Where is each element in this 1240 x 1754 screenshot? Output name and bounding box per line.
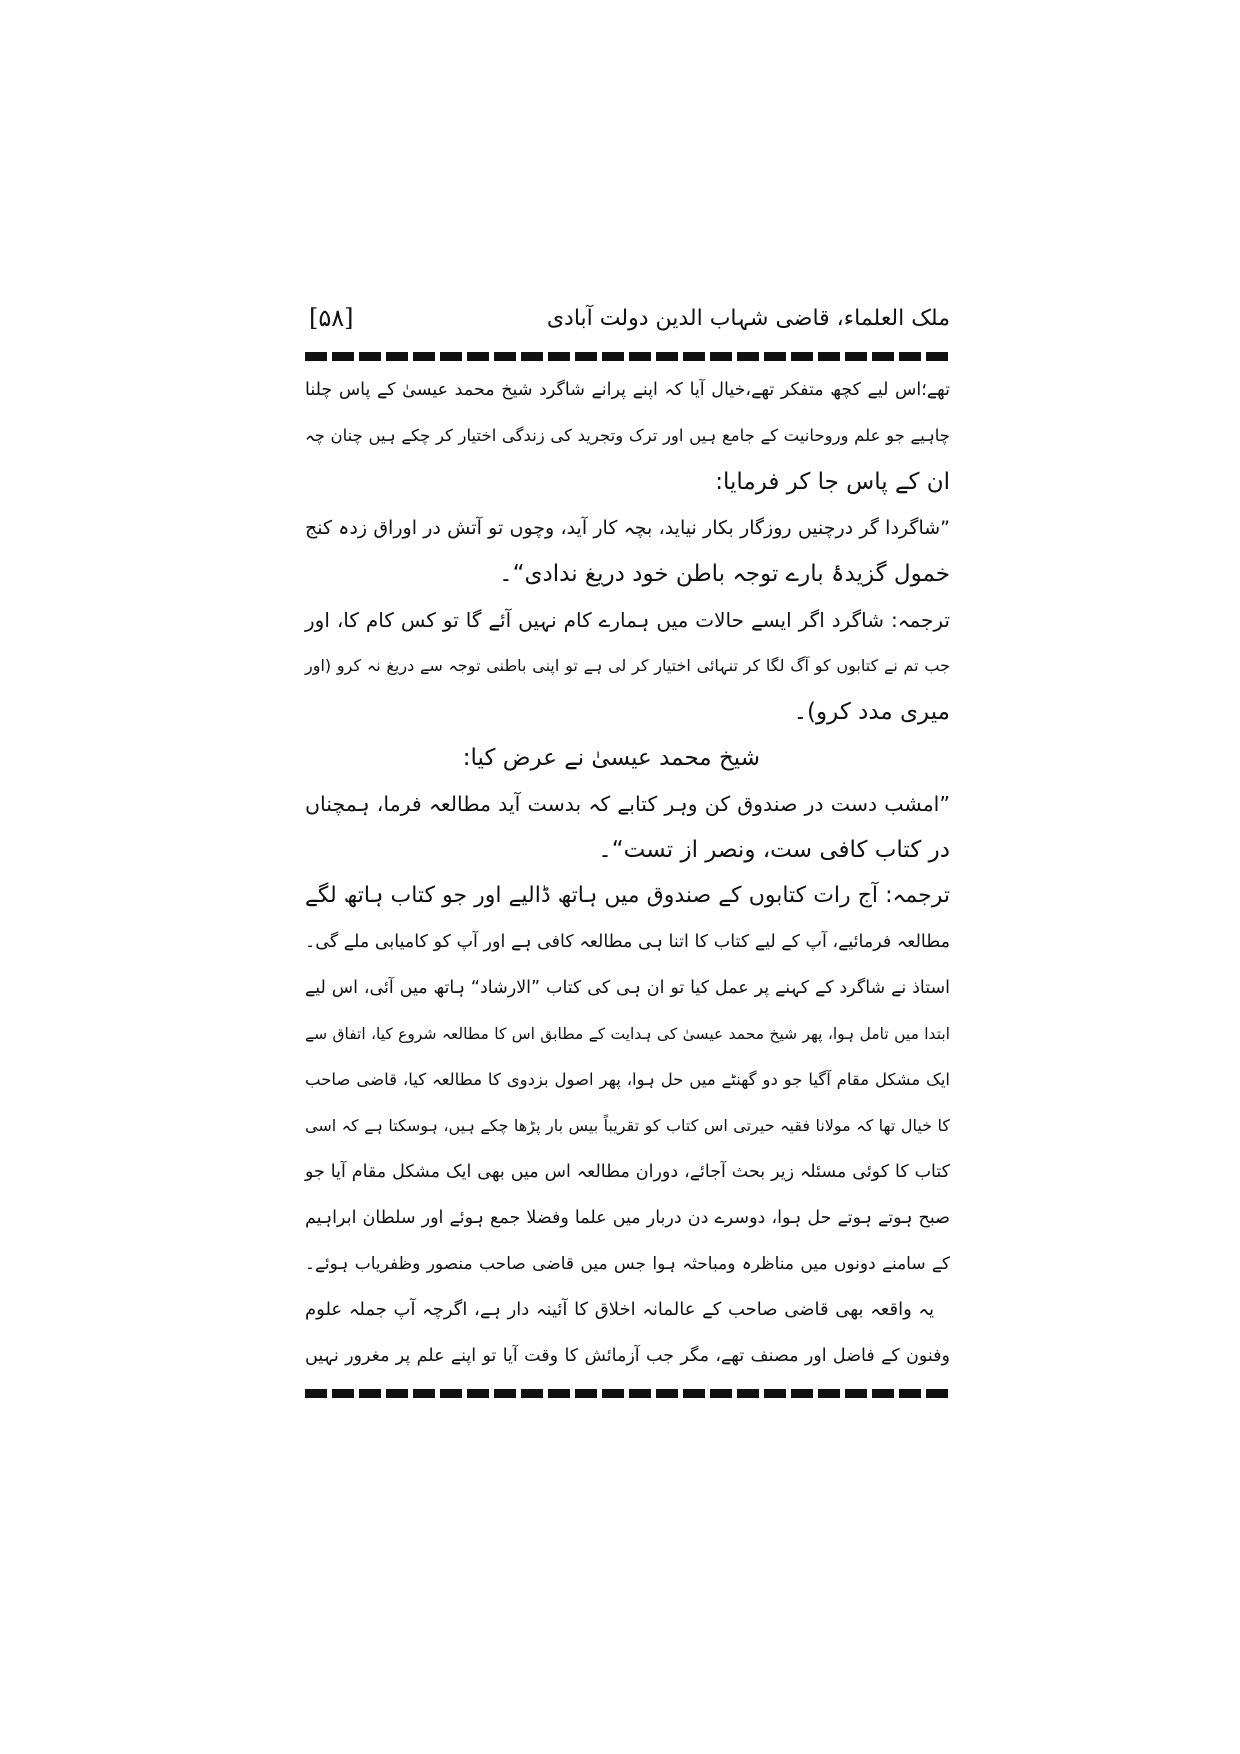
- text-line: در کتاب کافی ست، ونصر از تست“۔: [598, 837, 950, 863]
- text-line: کے سامنے دونوں میں مناظرہ ومباحثہ ہوا جس میں قاضی صاحب منصور وظفریاب ہوئے۔: [305, 1254, 950, 1274]
- text-line: ترجمہ: آج رات کتابوں کے صندوق میں ہاتھ ڈالیے اور جو کتاب ہاتھ لگے: [305, 883, 950, 908]
- text-line: تھے؛اس لیے کچھ متفکر تھے،خیال آیا کہ اپنے پرانے شاگرد شیخ محمد عیسیٰ کے پاس چلنا: [305, 380, 950, 400]
- text-line: ”امشب دست در صندوق کن وہر کتابے کہ بدست آید مطالعہ فرما، ہمچناں: [305, 792, 950, 816]
- text-line: خمول گزیدۂ بارے توجہ باطن خود دریغ ندادی“۔: [499, 561, 950, 587]
- text-line: صبح ہوتے ہوتے حل ہوا، دوسرے دن دربار میں علما وفضلا جمع ہوئے اور سلطان ابراہیم: [305, 1208, 950, 1228]
- page-number: [۵۸]: [309, 304, 354, 332]
- body-text: [305, 367, 950, 1379]
- text-line: ترجمہ: شاگرد اگر ایسے حالات میں ہمارے کام نہیں آئے گا تو کس کام کا، اور: [305, 608, 950, 632]
- text-line: کا خیال تھا کہ مولانا فقیہ حیرتی اس کتاب کو تقریباً بیس بار پڑھا چکے ہیں، ہوسکتا ہے کہ اسی: [305, 1116, 950, 1135]
- header-title: ملک العلماء، قاضی شہاب الدین دولت آبادی: [546, 306, 950, 331]
- text-line: وفنون کے فاضل اور مصنف تھے، مگر جب آزمائش کا وقت آیا تو اپنے علم پر مغرور نہیں: [305, 1346, 950, 1366]
- text-line: ان کے پاس جا کر فرمایا:: [715, 469, 950, 495]
- running-header: [305, 300, 950, 344]
- text-line: ابتدا میں تامل ہوا، پھر شیخ محمد عیسیٰ کی ہدایت کے مطابق اس کا مطالعہ شروع کیا، اتفاق سے: [305, 1025, 950, 1043]
- text-line: کتاب کا کوئی مسئلہ زیر بحث آجائے، دوران مطالعہ اس میں بھی ایک مشکل مقام آیا جو: [305, 1162, 950, 1182]
- book-page: [305, 300, 950, 1404]
- text-line: ”شاگردا گر درچنیں روزگار بکار نیاید، بچہ کار آید، وچوں تو آتش در اوراق زدہ کنج: [305, 517, 950, 539]
- text-line: یہ واقعہ بھی قاضی صاحب کے عالمانہ اخلاق کا آئینہ دار ہے، اگرچہ آپ جملہ علوم: [305, 1299, 934, 1320]
- text-line: جب تم نے کتابوں کو آگ لگا کر تنہائی اختیار کر لی ہے تو اپنی باطنی توجہ سے دریغ نہ کرو (اور: [305, 656, 950, 675]
- text-line: چاہیے جو علم وروحانیت کے جامع ہیں اور ترک وتجرید کی زندگی اختیار کر چکے ہیں چنان چہ: [305, 426, 950, 445]
- text-line: میری مدد کرو)۔: [793, 699, 950, 725]
- text-line: استاذ نے شاگرد کے کہنے پر عمل کیا تو ان ہی کی کتاب ”الارشاد“ ہاتھ میں آئی، اس لیے: [305, 978, 950, 998]
- text-line: شیخ محمد عیسیٰ نے عرض کیا:: [462, 745, 760, 771]
- top-dashed-rule: [305, 352, 950, 361]
- text-line: مطالعہ فرمائیے، آپ کے لیے کتاب کا اتنا ہی مطالعہ کافی ہے اور آپ کو کامیابی ملے گی۔: [305, 932, 950, 952]
- text-line: ایک مشکل مقام آگیا جو دو گھنٹے میں حل ہوا، پھر اصول بزدوی کا مطالعہ کیا، قاضی صاحب: [305, 1070, 950, 1089]
- bottom-dashed-rule: [305, 1389, 950, 1398]
